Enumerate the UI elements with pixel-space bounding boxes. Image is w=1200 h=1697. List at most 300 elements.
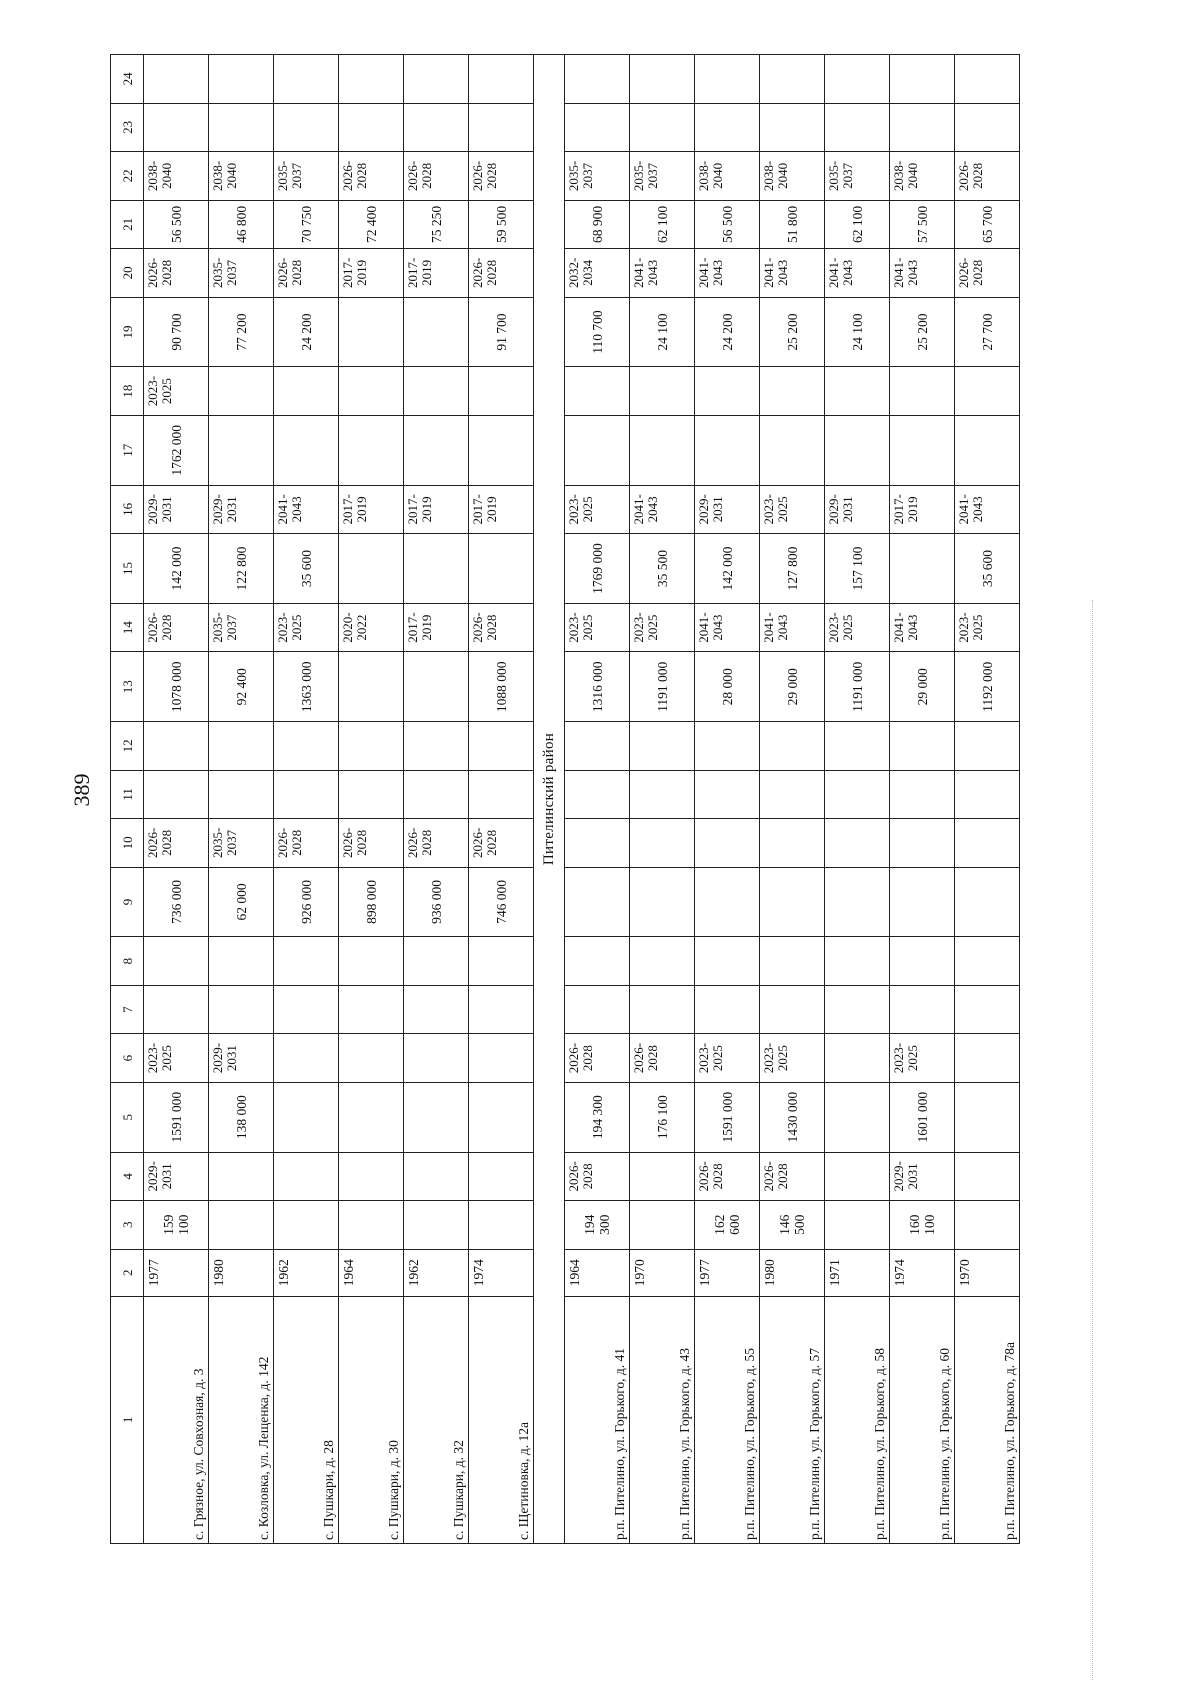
value-cell (469, 415, 534, 485)
value-cell (469, 722, 534, 770)
region-row (534, 55, 565, 1544)
column-header: 3 (111, 1201, 144, 1249)
period-cell: 2029-2031 (890, 1152, 955, 1200)
value-cell (274, 722, 339, 770)
value-cell (339, 534, 404, 604)
value-cell: 160 100 (890, 1201, 955, 1249)
value-cell (630, 937, 695, 985)
period-cell: 2035-2037 (274, 152, 339, 200)
period-cell: 2023-2025 (630, 603, 695, 651)
value-cell: 51 800 (760, 200, 825, 248)
column-header: 23 (111, 103, 144, 151)
period-cell: 2026-2028 (274, 249, 339, 297)
value-cell: 28 000 (695, 652, 760, 722)
value-cell: 110 700 (565, 297, 630, 367)
value-cell: 1591 000 (144, 1082, 209, 1152)
value-cell (695, 415, 760, 485)
period-cell: 2017-2019 (404, 485, 469, 533)
value-cell (890, 415, 955, 485)
value-cell: 746 000 (469, 867, 534, 937)
period-cell: 2023-2025 (565, 603, 630, 651)
period-cell: 2026-2028 (469, 152, 534, 200)
table-row (274, 55, 339, 1544)
value-cell (274, 937, 339, 985)
value-cell: 90 700 (144, 297, 209, 367)
year-cell: 1980 (760, 1249, 825, 1296)
period-cell: 2026-2028 (404, 152, 469, 200)
period-cell (404, 1034, 469, 1082)
value-cell (404, 722, 469, 770)
value-cell: 72 400 (339, 200, 404, 248)
value-cell (469, 1082, 534, 1152)
value-cell: 24 200 (274, 297, 339, 367)
value-cell: 91 700 (469, 297, 534, 367)
value-cell (144, 937, 209, 985)
value-cell (404, 1082, 469, 1152)
value-cell (955, 55, 1020, 104)
value-cell (339, 937, 404, 985)
value-cell (274, 1082, 339, 1152)
table-row (630, 55, 695, 1544)
value-cell: 56 500 (695, 200, 760, 248)
value-cell (565, 867, 630, 937)
value-cell (469, 1201, 534, 1249)
value-cell (469, 937, 534, 985)
value-cell: 926 000 (274, 867, 339, 937)
value-cell: 1363 000 (274, 652, 339, 722)
period-cell: 2029-2031 (209, 485, 274, 533)
value-cell: 138 000 (209, 1082, 274, 1152)
value-cell (630, 770, 695, 818)
period-cell (339, 1152, 404, 1200)
value-cell: 35 500 (630, 534, 695, 604)
value-cell (890, 722, 955, 770)
period-cell: 2023-2025 (144, 367, 209, 415)
period-cell: 2041-2043 (630, 249, 695, 297)
period-cell: 2026-2028 (339, 152, 404, 200)
value-cell (209, 770, 274, 818)
value-cell (209, 103, 274, 151)
value-cell (144, 55, 209, 104)
column-header: 19 (111, 297, 144, 367)
value-cell (144, 103, 209, 151)
value-cell (695, 770, 760, 818)
period-cell: 2017-2019 (339, 485, 404, 533)
period-cell: 2026-2028 (144, 249, 209, 297)
value-cell (825, 1082, 890, 1152)
value-cell (339, 415, 404, 485)
value-cell (890, 770, 955, 818)
value-cell: 25 200 (890, 297, 955, 367)
period-cell (469, 1152, 534, 1200)
value-cell (825, 722, 890, 770)
column-header: 22 (111, 152, 144, 200)
address-cell: с. Грязное, ул. Совхозная, д. 3 (144, 1296, 209, 1543)
column-header: 15 (111, 534, 144, 604)
column-header: 24 (111, 55, 144, 104)
year-cell: 1962 (274, 1249, 339, 1296)
value-cell: 1192 000 (955, 652, 1020, 722)
table-row (955, 55, 1020, 1544)
value-cell: 157 100 (825, 534, 890, 604)
period-cell (339, 1034, 404, 1082)
value-cell (955, 985, 1020, 1033)
value-cell (825, 415, 890, 485)
value-cell (630, 415, 695, 485)
value-cell: 1601 000 (890, 1082, 955, 1152)
value-cell (955, 103, 1020, 151)
value-cell (274, 55, 339, 104)
value-cell: 1430 000 (760, 1082, 825, 1152)
value-cell (565, 103, 630, 151)
value-cell (339, 985, 404, 1033)
value-cell (695, 55, 760, 104)
period-cell: 2017-2019 (404, 603, 469, 651)
period-cell: 2017-2019 (404, 249, 469, 297)
value-cell (630, 55, 695, 104)
value-cell (274, 770, 339, 818)
value-cell: 35 600 (274, 534, 339, 604)
value-cell (890, 985, 955, 1033)
value-cell (404, 534, 469, 604)
period-cell: 2023-2025 (274, 603, 339, 651)
period-cell: 2041-2043 (695, 249, 760, 297)
value-cell: 142 000 (144, 534, 209, 604)
value-cell (565, 55, 630, 104)
address-cell: р.п. Пителино, ул. Горького, д. 78а (955, 1296, 1020, 1543)
table-body (111, 55, 1020, 1544)
period-cell: 2035-2037 (825, 152, 890, 200)
value-cell (274, 985, 339, 1033)
period-cell (209, 367, 274, 415)
column-header: 21 (111, 200, 144, 248)
year-cell: 1970 (955, 1249, 1020, 1296)
value-cell (565, 415, 630, 485)
value-cell (760, 770, 825, 818)
region-title: Пителинский район (534, 55, 565, 1544)
period-cell (695, 367, 760, 415)
period-cell: 2017-2019 (339, 249, 404, 297)
value-cell (469, 534, 534, 604)
value-cell: 29 000 (760, 652, 825, 722)
period-cell (695, 819, 760, 867)
value-cell (760, 937, 825, 985)
value-cell: 77 200 (209, 297, 274, 367)
header-row (111, 55, 144, 1544)
value-cell (404, 1201, 469, 1249)
value-cell (890, 534, 955, 604)
value-cell: 24 100 (825, 297, 890, 367)
value-cell: 122 800 (209, 534, 274, 604)
value-cell (469, 770, 534, 818)
period-cell (404, 1152, 469, 1200)
value-cell (630, 867, 695, 937)
year-cell: 1964 (339, 1249, 404, 1296)
rotated-table-container (110, 54, 1076, 1544)
period-cell (274, 367, 339, 415)
period-cell: 2041-2043 (825, 249, 890, 297)
period-cell (274, 1034, 339, 1082)
period-cell: 2038-2040 (209, 152, 274, 200)
value-cell (404, 937, 469, 985)
year-cell: 1977 (695, 1249, 760, 1296)
value-cell: 1191 000 (630, 652, 695, 722)
period-cell: 2026-2028 (630, 1034, 695, 1082)
year-cell: 1980 (209, 1249, 274, 1296)
period-cell: 2023-2025 (695, 1034, 760, 1082)
period-cell: 2026-2028 (955, 249, 1020, 297)
value-cell (760, 722, 825, 770)
value-cell (955, 1201, 1020, 1249)
value-cell (630, 722, 695, 770)
table-row (890, 55, 955, 1544)
period-cell: 2041-2043 (955, 485, 1020, 533)
year-cell: 1970 (630, 1249, 695, 1296)
period-cell: 2026-2028 (760, 1152, 825, 1200)
value-cell (469, 55, 534, 104)
period-cell: 2041-2043 (695, 603, 760, 651)
value-cell (760, 985, 825, 1033)
period-cell: 2026-2028 (404, 819, 469, 867)
value-cell: 27 700 (955, 297, 1020, 367)
period-cell: 2041-2043 (760, 603, 825, 651)
period-cell: 2032-2034 (565, 249, 630, 297)
year-cell: 1971 (825, 1249, 890, 1296)
table-row (760, 55, 825, 1544)
column-header: 10 (111, 819, 144, 867)
address-cell: р.п. Пителино, ул. Горького, д. 41 (565, 1296, 630, 1543)
value-cell (955, 937, 1020, 985)
period-cell: 2038-2040 (890, 152, 955, 200)
value-cell: 1078 000 (144, 652, 209, 722)
column-header: 2 (111, 1249, 144, 1296)
value-cell (565, 722, 630, 770)
value-cell: 24 200 (695, 297, 760, 367)
value-cell (955, 770, 1020, 818)
address-cell: с. Пушкари, д. 30 (339, 1296, 404, 1543)
value-cell: 92 400 (209, 652, 274, 722)
address-cell: с. Пушкари, д. 32 (404, 1296, 469, 1543)
value-cell: 1769 000 (565, 534, 630, 604)
value-cell (339, 770, 404, 818)
table-row (469, 55, 534, 1544)
value-cell (404, 297, 469, 367)
period-cell (630, 819, 695, 867)
year-cell: 1977 (144, 1249, 209, 1296)
period-cell (760, 367, 825, 415)
column-header: 18 (111, 367, 144, 415)
value-cell (404, 652, 469, 722)
value-cell (144, 722, 209, 770)
period-cell (630, 367, 695, 415)
value-cell (825, 103, 890, 151)
value-cell: 1088 000 (469, 652, 534, 722)
value-cell: 898 000 (339, 867, 404, 937)
period-cell: 2023-2025 (825, 603, 890, 651)
period-cell (469, 367, 534, 415)
period-cell (825, 819, 890, 867)
period-cell: 2038-2040 (144, 152, 209, 200)
value-cell (955, 722, 1020, 770)
column-header: 11 (111, 770, 144, 818)
scan-edge-line (1092, 600, 1093, 1680)
period-cell: 2041-2043 (274, 485, 339, 533)
period-cell: 2029-2031 (144, 485, 209, 533)
value-cell (760, 415, 825, 485)
value-cell: 62 100 (825, 200, 890, 248)
value-cell (339, 103, 404, 151)
period-cell: 2026-2028 (955, 152, 1020, 200)
value-cell (144, 985, 209, 1033)
page-number: 389 (69, 773, 94, 807)
value-cell: 35 600 (955, 534, 1020, 604)
value-cell: 1191 000 (825, 652, 890, 722)
value-cell (760, 55, 825, 104)
period-cell: 2035-2037 (209, 249, 274, 297)
value-cell: 57 500 (890, 200, 955, 248)
period-cell (209, 1152, 274, 1200)
value-cell (825, 1201, 890, 1249)
value-cell (630, 985, 695, 1033)
period-cell (955, 1034, 1020, 1082)
value-cell: 24 100 (630, 297, 695, 367)
value-cell (955, 867, 1020, 937)
value-cell (339, 722, 404, 770)
period-cell: 2026-2028 (339, 819, 404, 867)
column-header: 5 (111, 1082, 144, 1152)
value-cell (209, 722, 274, 770)
column-header: 12 (111, 722, 144, 770)
period-cell (955, 819, 1020, 867)
period-cell: 2026-2028 (469, 819, 534, 867)
value-cell: 29 000 (890, 652, 955, 722)
value-cell: 194 300 (565, 1082, 630, 1152)
value-cell (469, 103, 534, 151)
column-header: 16 (111, 485, 144, 533)
column-header: 9 (111, 867, 144, 937)
value-cell (274, 103, 339, 151)
value-cell (469, 985, 534, 1033)
value-cell (695, 722, 760, 770)
value-cell: 176 100 (630, 1082, 695, 1152)
value-cell (209, 415, 274, 485)
value-cell (695, 867, 760, 937)
value-cell (890, 55, 955, 104)
period-cell: 2026-2028 (695, 1152, 760, 1200)
value-cell: 59 500 (469, 200, 534, 248)
address-cell: с. Щетиновка, д. 12а (469, 1296, 534, 1543)
value-cell (890, 867, 955, 937)
period-cell: 2035-2037 (630, 152, 695, 200)
year-cell: 1964 (565, 1249, 630, 1296)
period-cell: 2029-2031 (209, 1034, 274, 1082)
period-cell (890, 819, 955, 867)
period-cell: 2023-2025 (955, 603, 1020, 651)
period-cell (565, 819, 630, 867)
period-cell: 2017-2019 (469, 485, 534, 533)
period-cell: 2041-2043 (630, 485, 695, 533)
period-cell: 2041-2043 (890, 249, 955, 297)
column-header: 1 (111, 1296, 144, 1543)
period-cell (630, 1152, 695, 1200)
period-cell: 2026-2028 (469, 603, 534, 651)
column-header: 4 (111, 1152, 144, 1200)
value-cell (565, 985, 630, 1033)
value-cell (209, 55, 274, 104)
value-cell: 62 000 (209, 867, 274, 937)
value-cell: 75 250 (404, 200, 469, 248)
value-cell (890, 103, 955, 151)
period-cell: 2035-2037 (209, 603, 274, 651)
column-header: 6 (111, 1034, 144, 1082)
period-cell (274, 1152, 339, 1200)
period-cell: 2041-2043 (890, 603, 955, 651)
value-cell (955, 415, 1020, 485)
value-cell: 1591 000 (695, 1082, 760, 1152)
value-cell (695, 985, 760, 1033)
value-cell (209, 985, 274, 1033)
period-cell: 2026-2028 (274, 819, 339, 867)
value-cell (825, 55, 890, 104)
period-cell: 2029-2031 (695, 485, 760, 533)
period-cell: 2026-2028 (565, 1152, 630, 1200)
value-cell: 1316 000 (565, 652, 630, 722)
table-row (209, 55, 274, 1544)
address-cell: с. Пушкари, д. 28 (274, 1296, 339, 1543)
period-cell (955, 367, 1020, 415)
year-cell: 1962 (404, 1249, 469, 1296)
period-cell (825, 367, 890, 415)
period-cell (890, 367, 955, 415)
period-cell (339, 367, 404, 415)
address-cell: р.п. Пителино, ул. Горького, д. 43 (630, 1296, 695, 1543)
value-cell (760, 103, 825, 151)
period-cell: 2023-2025 (144, 1034, 209, 1082)
value-cell (565, 770, 630, 818)
value-cell (274, 1201, 339, 1249)
table-row (339, 55, 404, 1544)
column-header: 17 (111, 415, 144, 485)
value-cell: 194 300 (565, 1201, 630, 1249)
period-cell (955, 1152, 1020, 1200)
value-cell (339, 1082, 404, 1152)
period-cell (565, 367, 630, 415)
column-header: 20 (111, 249, 144, 297)
period-cell: 2023-2025 (760, 485, 825, 533)
table-row (565, 55, 630, 1544)
period-cell: 2023-2025 (565, 485, 630, 533)
capital-repair-table (110, 54, 1020, 1544)
value-cell (209, 1201, 274, 1249)
value-cell (695, 937, 760, 985)
value-cell: 70 750 (274, 200, 339, 248)
address-cell: р.п. Пителино, ул. Горького, д. 58 (825, 1296, 890, 1543)
value-cell: 127 800 (760, 534, 825, 604)
value-cell (339, 652, 404, 722)
value-cell (339, 1201, 404, 1249)
value-cell: 159 100 (144, 1201, 209, 1249)
value-cell (825, 937, 890, 985)
address-cell: р.п. Пителино, ул. Горького, д. 55 (695, 1296, 760, 1543)
value-cell (565, 937, 630, 985)
address-cell: р.п. Пителино, ул. Горького, д. 60 (890, 1296, 955, 1543)
period-cell (825, 1034, 890, 1082)
value-cell: 68 900 (565, 200, 630, 248)
value-cell (825, 985, 890, 1033)
value-cell (630, 103, 695, 151)
value-cell: 736 000 (144, 867, 209, 937)
period-cell: 2026-2028 (144, 819, 209, 867)
